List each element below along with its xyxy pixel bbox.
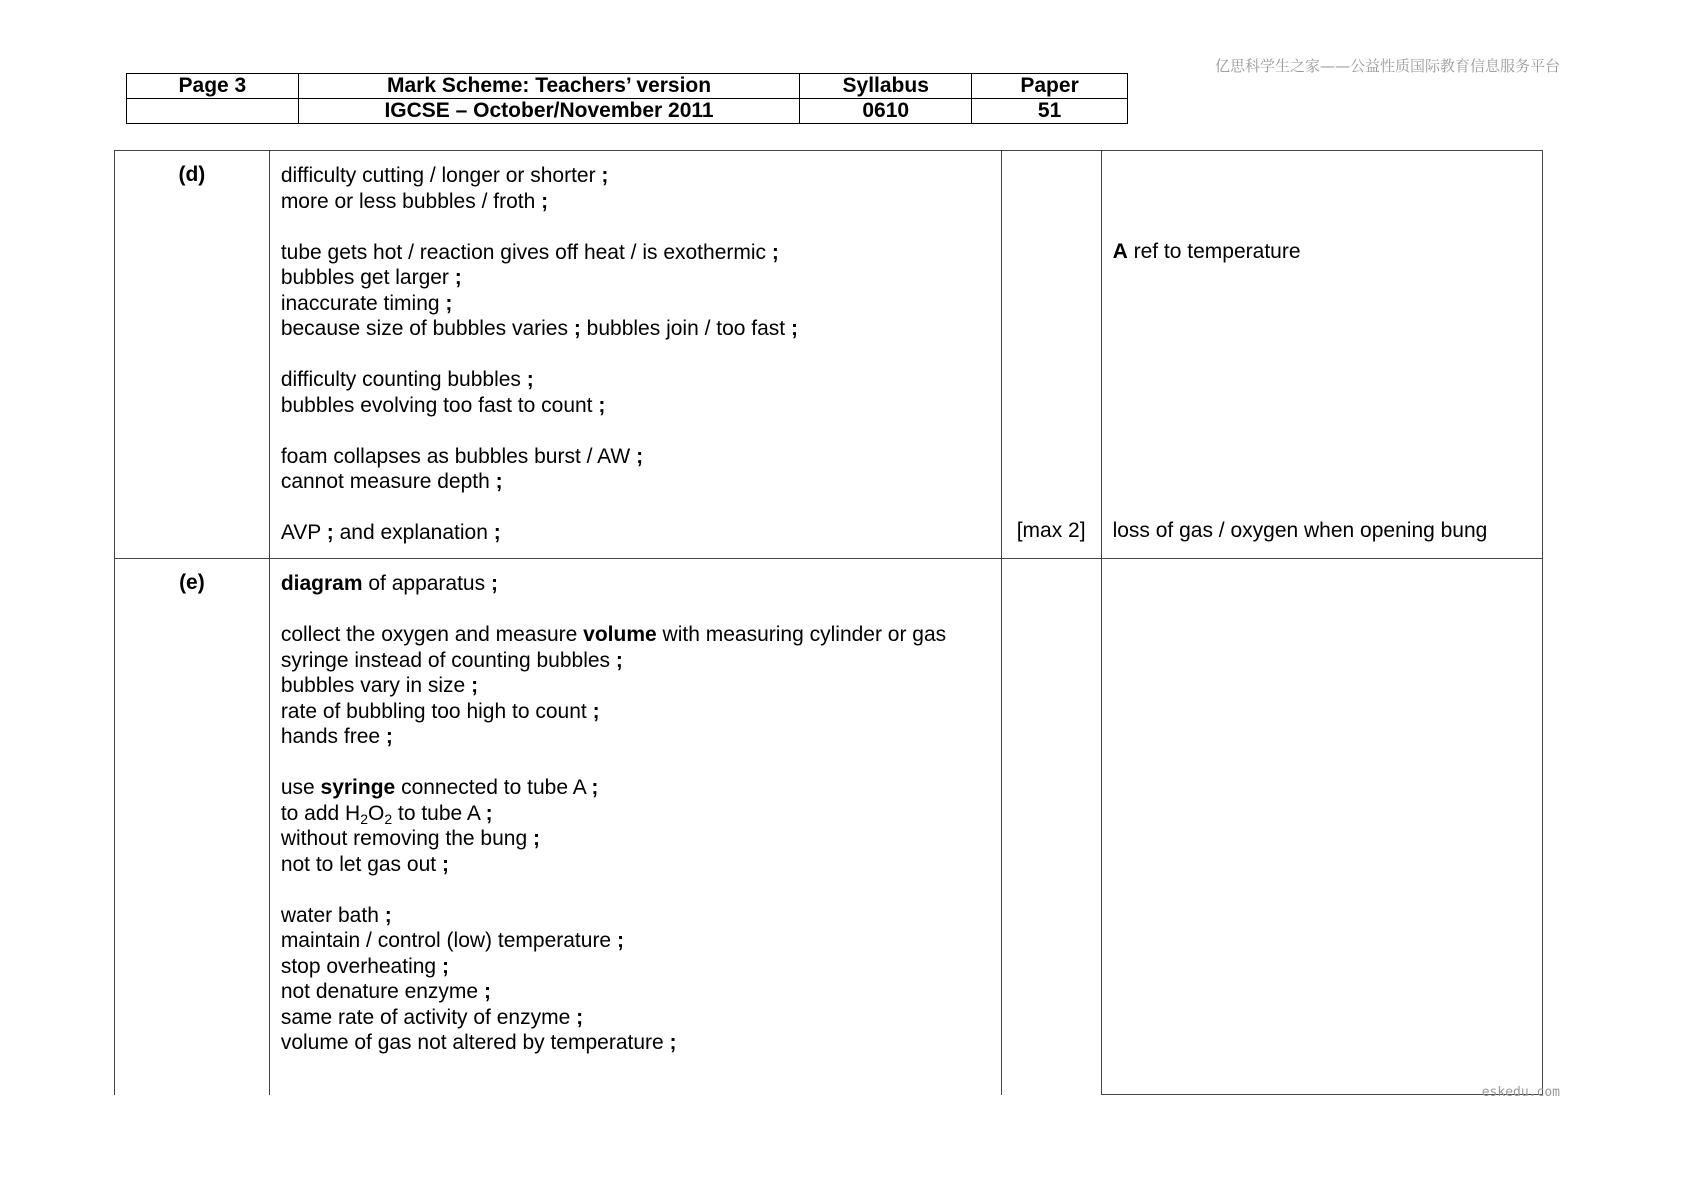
watermark-bottom: eskedu.com [1481, 1085, 1560, 1100]
answer-line: without removing the bung ; [280, 827, 540, 850]
question-row-e [115, 559, 1543, 1095]
answer-line: difficulty counting bubbles ; [280, 368, 534, 391]
answer-line: bubbles evolving too fast to count ; [280, 393, 606, 417]
guidance-accept: A ref to temperature [1112, 240, 1301, 263]
watermark-top: 亿思科学生之家——公益性质国际教育信息服务平台 [1214, 57, 1560, 75]
marks-e [1001, 559, 1101, 1095]
answer-line: use syringe connected to tube A ; [280, 776, 599, 799]
answer-line: syringe instead of counting bubbles ; [280, 648, 623, 672]
max-marks: [max 2] [1016, 519, 1086, 542]
syllabus-code: 0610 [800, 99, 972, 124]
answer-line: stop overheating ; [280, 954, 449, 978]
question-row-d [115, 151, 1543, 559]
mark-scheme-table [114, 150, 1543, 1095]
answer-line: not denature enzyme ; [280, 980, 491, 1003]
answer-line: collect the oxygen and measure volume with measuring cylinder or gas [280, 623, 947, 646]
header-table [126, 73, 1128, 124]
answer-line: maintain / control (low) temperature ; [280, 929, 624, 952]
answers-d [269, 151, 1001, 559]
answer-line: bubbles get larger ; [280, 266, 462, 289]
answer-line: more or less bubbles / froth ; [280, 189, 549, 213]
guidance-d [1101, 151, 1542, 559]
answer-line: rate of bubbling too high to count ; [280, 699, 600, 723]
guidance-e [1101, 559, 1542, 1095]
answer-line: water bath ; [280, 903, 392, 927]
document-title: Mark Scheme: Teachers’ version [298, 74, 799, 99]
answer-line: tube gets hot / reaction gives off heat / is exothermic ; [280, 240, 779, 264]
answer-line: volume of gas not altered by temperature ; [280, 1031, 677, 1054]
answer-line: same rate of activity of enzyme ; [280, 1005, 584, 1029]
question-label-d: (d) [115, 151, 270, 559]
guidance-note: loss of gas / oxygen when opening bung [1112, 519, 1488, 542]
answer-line: not to let gas out ; [280, 852, 449, 876]
answer-line: diagram of apparatus ; [280, 572, 498, 595]
answer-line: bubbles vary in size ; [280, 674, 479, 697]
answer-line: cannot measure depth ; [280, 470, 503, 493]
paper-label: Paper [972, 74, 1128, 99]
answer-line: to add $H_2O_2$ to tube A ; [280, 801, 493, 827]
answer-line: foam collapses as bubbles burst / AW ; [280, 444, 644, 468]
exam-session: IGCSE – October/November 2011 [298, 99, 799, 124]
answer-line: AVP ; and explanation ; [280, 521, 501, 544]
answers-e [269, 559, 1001, 1095]
syllabus-label: Syllabus [800, 74, 972, 99]
answer-line: hands free ; [280, 725, 393, 748]
page-number: Page 3 [127, 74, 299, 99]
marks-d [1001, 151, 1101, 559]
answer-line: because size of bubbles varies ; bubbles join / too fast ; [280, 317, 798, 340]
empty-cell [127, 99, 299, 124]
question-label-e: (e) [115, 559, 270, 1095]
answer-line: difficulty cutting / longer or shorter ; [280, 164, 609, 187]
paper-number: 51 [972, 99, 1128, 124]
answer-line: inaccurate timing ; [280, 291, 453, 315]
